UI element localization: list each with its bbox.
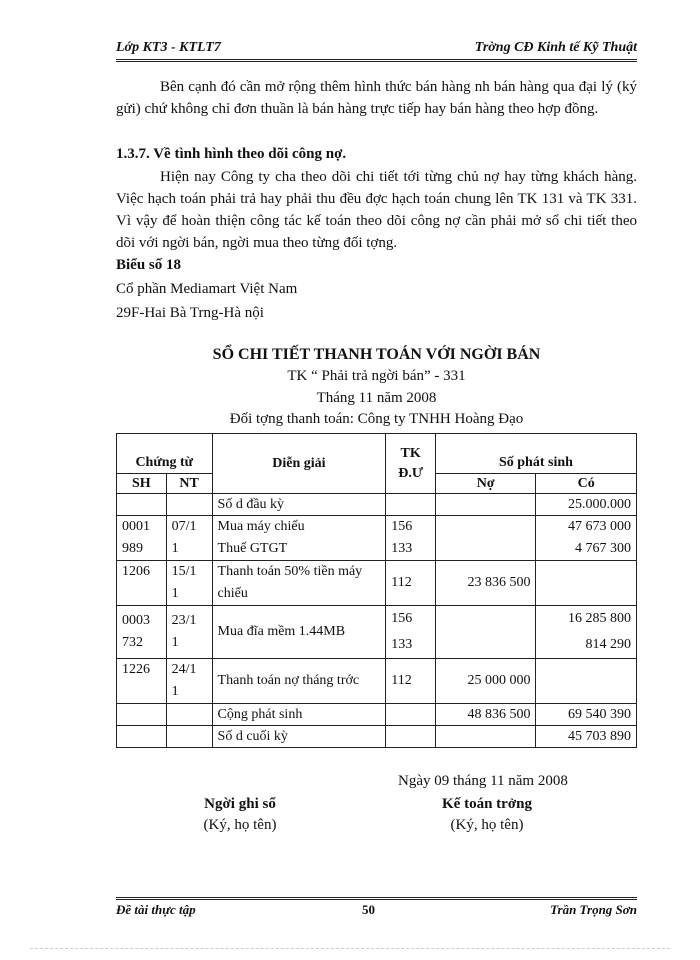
description-cell: Mua máy chiếu Thuế GTGT bbox=[212, 516, 386, 561]
header-credit: Có bbox=[536, 474, 637, 494]
ledger-period: Tháng 11 năm 2008 bbox=[316, 390, 437, 406]
signature-chief-accountant bbox=[412, 796, 562, 834]
table-row bbox=[117, 704, 637, 726]
header-amount: Số phát sinh bbox=[435, 434, 636, 474]
table-row bbox=[117, 494, 637, 516]
header-voucher: Chứng từ bbox=[117, 434, 213, 474]
header-contra-account: TK Đ.Ư bbox=[386, 434, 436, 494]
ledger-account: TK “ Phải trả ngời bán” - 331 bbox=[287, 368, 466, 384]
footer-topic: Đề tài thực tập bbox=[116, 902, 196, 917]
account-cell: 156 133 bbox=[386, 606, 436, 659]
chief-accountant-note: (Ký, họ tên) bbox=[450, 817, 524, 833]
table-row bbox=[117, 659, 637, 704]
table-row bbox=[117, 561, 637, 606]
account-cell: 156 133 bbox=[386, 516, 436, 561]
page-footer bbox=[116, 902, 637, 920]
description-cell: Thanh toán nợ tháng trớc bbox=[212, 659, 386, 704]
account-cell: 112 bbox=[386, 659, 436, 704]
header-school: Trờng CĐ Kinh tế Kỹ Thuật bbox=[474, 40, 637, 55]
bookkeeper-title: Ngời ghi sổ bbox=[204, 796, 276, 812]
debit-cell: 23 836 500 bbox=[435, 561, 536, 606]
footer-author: Trần Trọng Sơn bbox=[550, 902, 637, 917]
page-number: 50 bbox=[362, 902, 375, 917]
credit-cell: 16 285 800 814 290 bbox=[536, 606, 637, 659]
exhibit-label: Biểu số 18 bbox=[116, 257, 182, 273]
ledger-title: SỔ CHI TIẾT THANH TOÁN VỚI NGỜI BÁN bbox=[212, 346, 541, 363]
header-description: Diễn giải bbox=[212, 434, 386, 494]
company-name: Cổ phần Mediamart Việt Nam bbox=[116, 281, 298, 297]
voucher-sh: 0001 989 bbox=[117, 516, 167, 561]
signature-date: Ngày 09 tháng 11 năm 2008 bbox=[398, 773, 568, 789]
company-address: 29F-Hai Bà Trng-Hà nội bbox=[116, 305, 264, 321]
header-sh: SH bbox=[117, 474, 167, 494]
ledger-counterparty: Đối tợng thanh toán: Công ty TNHH Hoàng Đạo bbox=[229, 411, 524, 427]
closing-credit: 45 703 890 bbox=[536, 726, 637, 748]
header-nt: NT bbox=[166, 474, 212, 494]
bookkeeper-note: (Ký, họ tên) bbox=[203, 817, 277, 833]
closing-label: Số d cuối kỳ bbox=[212, 726, 386, 748]
header-debit: Nợ bbox=[435, 474, 536, 494]
account-cell: 112 bbox=[386, 561, 436, 606]
description-cell: Mua đĩa mềm 1.44MB bbox=[212, 606, 386, 659]
paragraph-sales: Bên cạnh đó cần mở rộng thêm hình thức bán hàng nh bán hàng qua đại lý (ký gửi) chứ không chỉ đơn thuần là bán hàng trực tiếp hay bán hàng theo hợp đồng. bbox=[116, 79, 637, 117]
page-header bbox=[116, 38, 637, 58]
table-row bbox=[117, 606, 637, 659]
voucher-sh: 1206 bbox=[117, 561, 167, 606]
total-debit: 48 836 500 bbox=[435, 704, 536, 726]
voucher-nt: 23/1 1 bbox=[166, 606, 212, 659]
ledger-table bbox=[116, 433, 637, 748]
paragraph-debt: Hiện nay Công ty cha theo dõi chi tiết tới từng chủ nợ hay từng khách hàng. Việc hạch toán phải trả hay phải thu đều đợc hạch toán chung lên TK 131 và TK 331. Vì vậy để hoàn thiện công tác kế toán theo dõi công nợ cần phải mở sổ chi tiết theo dõi với ngời bán, ngời mua theo từng đối tợng. bbox=[116, 169, 637, 251]
description-cell: Thanh toán 50% tiền máy chiếu bbox=[212, 561, 386, 606]
section-heading: 1.3.7. Về tình hình theo dõi công nợ. bbox=[116, 146, 347, 162]
table-row bbox=[117, 726, 637, 748]
credit-cell: 47 673 000 4 767 300 bbox=[536, 516, 637, 561]
footer-rule bbox=[116, 897, 637, 900]
total-label: Cộng phát sinh bbox=[212, 704, 386, 726]
voucher-nt: 07/1 1 bbox=[166, 516, 212, 561]
debit-cell: 25 000 000 bbox=[435, 659, 536, 704]
chief-accountant-title: Kế toán trởng bbox=[442, 796, 532, 812]
opening-label: Số d đầu kỳ bbox=[212, 494, 386, 516]
opening-credit: 25.000.000 bbox=[536, 494, 637, 516]
page-edge-divider bbox=[30, 948, 670, 949]
voucher-sh: 0003 732 bbox=[117, 606, 167, 659]
table-row bbox=[117, 516, 637, 561]
voucher-sh: 1226 bbox=[117, 659, 167, 704]
header-rule bbox=[116, 59, 637, 62]
voucher-nt: 24/1 1 bbox=[166, 659, 212, 704]
header-class: Lớp KT3 - KTLT7 bbox=[116, 40, 221, 55]
signature-bookkeeper bbox=[170, 796, 310, 834]
voucher-nt: 15/1 1 bbox=[166, 561, 212, 606]
total-credit: 69 540 390 bbox=[536, 704, 637, 726]
